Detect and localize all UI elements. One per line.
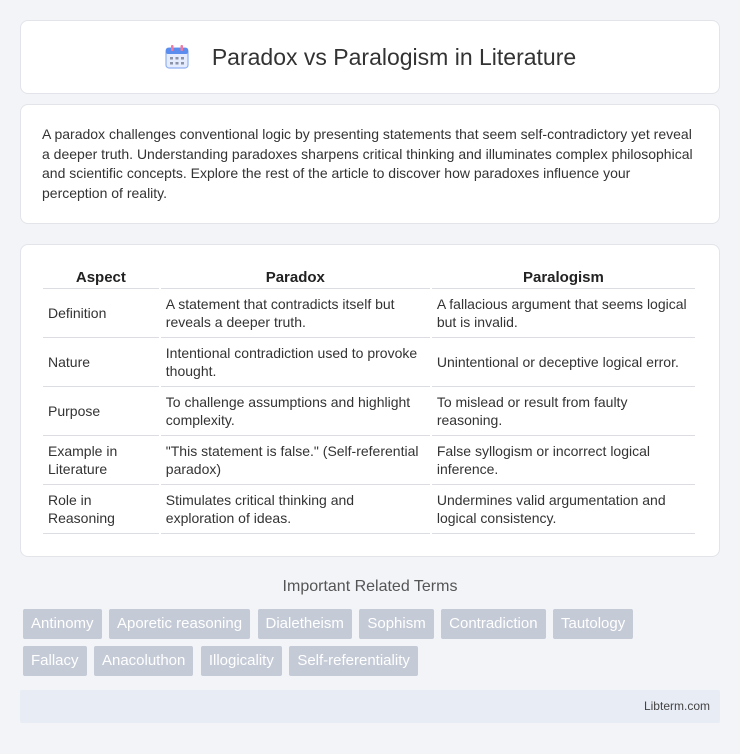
table-cell: To challenge assumptions and highlight complexity. (161, 387, 430, 436)
table-cell: Example in Literature (43, 436, 159, 485)
footer-site-link[interactable]: Libterm.com (643, 699, 710, 713)
table-cell: False syllogism or incorrect logical inference. (432, 436, 695, 485)
table-row (43, 485, 695, 534)
table-cell: Intentional contradiction used to provoke thought. (161, 338, 430, 387)
calendar-icon (164, 44, 190, 70)
table-row (43, 289, 695, 338)
footer (20, 690, 720, 723)
related-term-tag[interactable]: Self-referentiality (289, 646, 418, 676)
table-cell: Nature (43, 338, 159, 387)
related-term-tag[interactable]: Aporetic reasoning (109, 609, 250, 639)
column-header-paradox: Paradox (161, 265, 430, 289)
comparison-table-card (20, 244, 720, 557)
table-cell: A statement that contradicts itself but reveals a deeper truth. (161, 289, 430, 338)
table-cell: "This statement is false." (Self-referential paradox) (161, 436, 430, 485)
related-term-tag[interactable]: Antinomy (23, 609, 102, 639)
table-row (43, 436, 695, 485)
intro-text: A paradox challenges conventional logic by presenting statements that seem self-contradictory yet reveal a deeper truth. Understanding paradoxes sharpens critical thinking and illuminates complex philosophical and scientific concepts. Explore the rest of the article to discover how paradoxes influence your perception of reality. (42, 126, 693, 201)
related-term-tag[interactable]: Dialetheism (258, 609, 352, 639)
column-header-paralogism: Paralogism (432, 265, 695, 289)
related-term-tag[interactable]: Sophism (359, 609, 433, 639)
related-terms-title: Important Related Terms (282, 578, 458, 595)
title-card (20, 20, 720, 94)
table-cell: Definition (43, 289, 159, 338)
related-term-tag[interactable]: Anacoluthon (94, 646, 193, 676)
related-term-tag[interactable]: Contradiction (441, 609, 545, 639)
related-term-tag[interactable]: Tautology (553, 609, 633, 639)
table-cell: Undermines valid argumentation and logical consistency. (432, 485, 695, 534)
related-term-tag[interactable]: Fallacy (23, 646, 87, 676)
related-term-tag[interactable]: Illogicality (201, 646, 282, 676)
table-cell: Unintentional or deceptive logical error. (432, 338, 695, 387)
comparison-table (41, 265, 697, 534)
table-row (43, 338, 695, 387)
table-cell: Role in Reasoning (43, 485, 159, 534)
table-cell: To mislead or result from faulty reasoning. (432, 387, 695, 436)
table-cell: Purpose (43, 387, 159, 436)
page-title: Paradox vs Paralogism in Literature (211, 43, 577, 70)
intro-card (20, 104, 720, 224)
related-terms-list (23, 609, 723, 683)
table-cell: A fallacious argument that seems logical but is invalid. (432, 289, 695, 338)
table-row (43, 387, 695, 436)
table-cell: Stimulates critical thinking and exploration of ideas. (161, 485, 430, 534)
table-header-row (43, 265, 695, 289)
column-header-aspect: Aspect (43, 265, 159, 289)
